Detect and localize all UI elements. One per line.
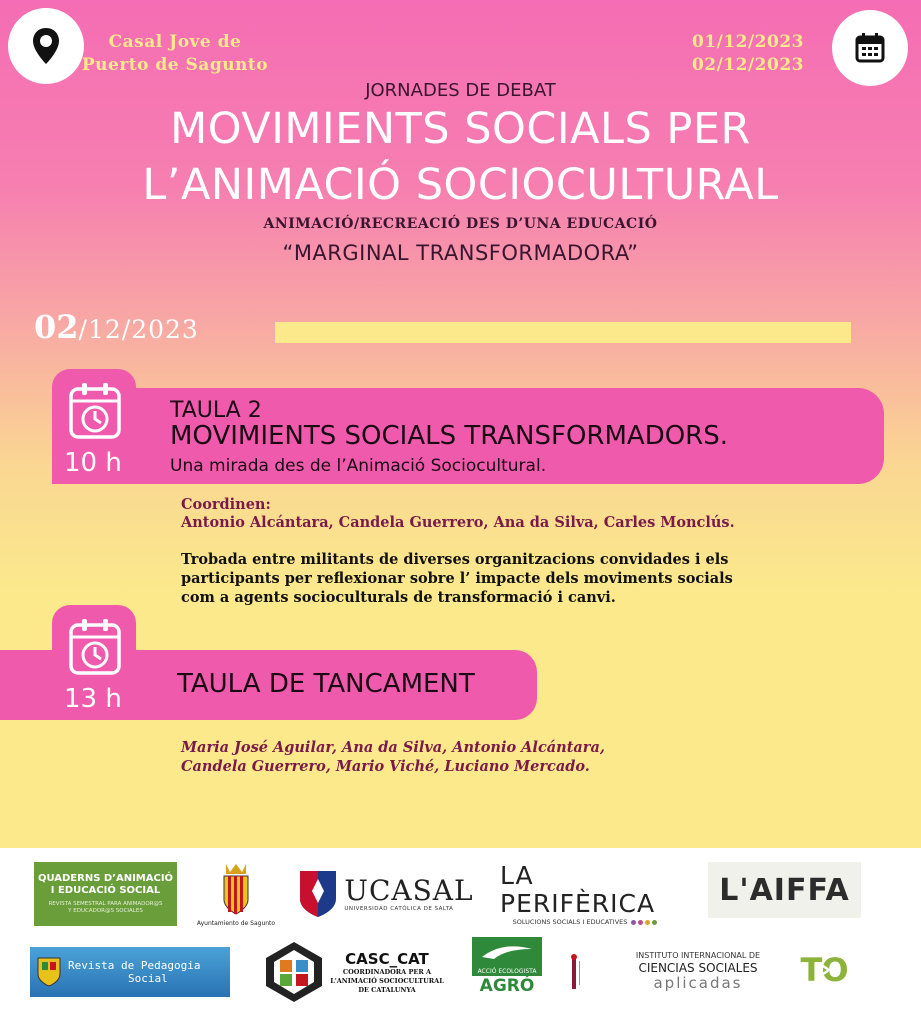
coat-of-arms-icon [218, 862, 254, 918]
session2-participants: Maria José Aguilar, Ana da Silva, Antonio Alcántara, Candela Guerrero, Mario Viché, Luciano Mercado. [181, 739, 605, 775]
session1-description: Trobada entre militants de diverses organitzacions convidades i els participants per reflexionar sobre l’ impacte dels moviments socials com a agents socioculturals de transformació i canvi. [181, 551, 733, 606]
session2-title: TAULA DE TANCAMENT [177, 669, 475, 699]
iicsa-logo: INSTITUTO INTERNACIONAL DE CIENCIAS SOCIALES aplicadas [635, 950, 761, 992]
location-pin-icon [8, 8, 84, 84]
day-number: 02 [34, 308, 79, 346]
ayuntamiento-logo: Ayuntamiento de Sagunto [196, 852, 276, 936]
session1-hour: 10 h [64, 448, 122, 478]
day-month-year: /12/2023 [78, 315, 199, 344]
event-subtitle-2: “MARGINAL TRANSFORMADORA” [282, 241, 639, 265]
arrow-right-icon [818, 961, 836, 979]
coord-heading: Coordinen: [181, 496, 271, 513]
session1-label: TAULA 2 [170, 398, 262, 423]
revista-shield-icon [36, 956, 62, 988]
day-divider-bar [275, 322, 851, 343]
venue-location: Casal Jove de Puerto de Sagunto [81, 32, 269, 75]
event-kicker: JORNADES DE DEBAT [365, 80, 556, 101]
clock-calendar-icon [69, 381, 121, 445]
day-heading [34, 308, 199, 346]
cda-mark-icon [570, 953, 594, 991]
revista-pedagogia-logo: Revista de Pedagogia Social [30, 947, 230, 997]
session2-hour: 13 h [64, 684, 122, 714]
event-title-line1: MOVIMIENTS SOCIALS PER [170, 104, 751, 154]
session1-title: MOVIMIENTS SOCIALS TRANSFORMADORS. [170, 421, 729, 451]
casc-hexagon-icon [262, 940, 326, 1004]
clock-calendar-icon [69, 617, 121, 681]
casc-cat-logo: CASC_CAT COORDINADORA PER A L'ANIMACIÓ SOCIOCULTURAL DE CATALUNYA [258, 940, 448, 1004]
accio-ecologista-logo: ACCIÓ ECOLOGISTA AGRÓ [470, 928, 544, 1004]
cda-logo [568, 952, 596, 992]
event-title-line2: L’ANIMACIÓ SOCIOCULTURAL [142, 160, 779, 210]
colored-dots-icon [631, 920, 657, 925]
quaderns-logo: QUADERNS D’ANIMACIÓ I EDUCACIÓ SOCIAL REVISTA SEMESTRAL PARA ANIMADOR@S Y EDUCADOR@S SOCIALES [34, 862, 177, 926]
periferica-logo: LA PERIFÈRICA SOLUCIONS SOCIALS I EDUCATIVES [500, 868, 670, 920]
ucasal-shield-icon [298, 869, 338, 919]
laiffa-logo: L'AIFFA [708, 862, 861, 918]
coord-names: Antonio Alcántara, Candela Guerrero, Ana da Silva, Carles Monclús. [181, 514, 735, 531]
event-dates: 01/12/2023 02/12/2023 [691, 32, 804, 75]
ucasal-logo: UCASAL UNIVERSIDAD CATÓLICA DE SALTA [297, 866, 475, 922]
sponsor-logos [0, 848, 921, 1024]
calendar-icon [832, 10, 908, 86]
to-logo: TO [800, 951, 848, 989]
session1-subtitle: Una mirada des de l’Animació Sociocultural. [170, 456, 547, 476]
event-subtitle-1: ANIMACIÓ/RECREACIÓ DES D’UNA EDUCACIÓ [263, 216, 658, 232]
bird-icon [472, 937, 542, 967]
